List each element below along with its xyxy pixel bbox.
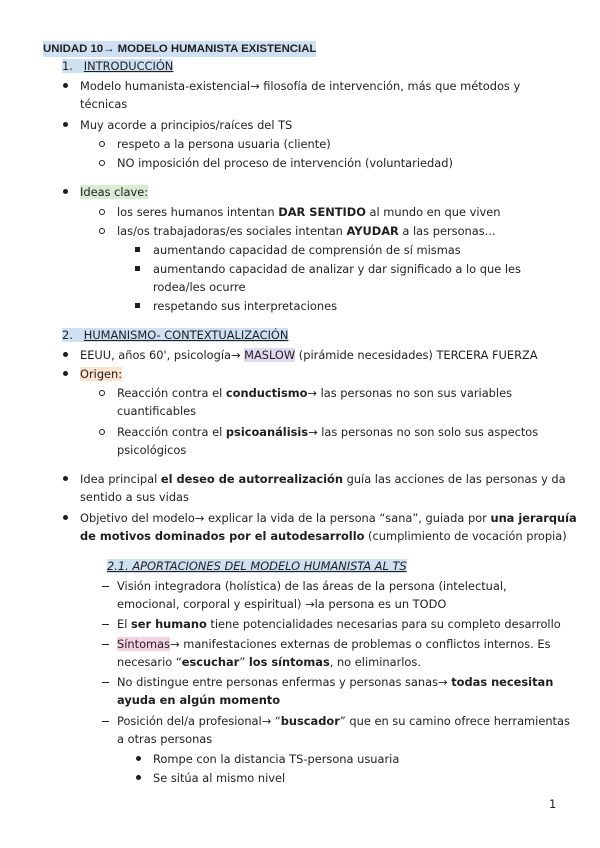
s1-bullet-2: Muy acorde a principios/raíces del TS [80, 118, 293, 132]
s1-bullet-1-cont: técnicas [80, 97, 128, 111]
circle-bullet-icon [99, 429, 105, 435]
dash-bullet-icon [102, 586, 109, 587]
aporte-3: Síntomas→ manifestaciones externas de problemas o conflictos internos. Es [117, 637, 551, 651]
aporte-3-cont: necesario “escuchar” los síntomas, no eliminarlos. [117, 655, 421, 669]
ideas-item-2: las/os trabajadoras/es sociales intentan AYUDAR a las personas... [117, 224, 496, 238]
circle-bullet-icon [99, 141, 105, 147]
circle-bullet-icon [99, 228, 105, 234]
eeuu-line: EEUU, años 60', psicología→ MASLOW (pirámide necesidades) TERCERA FUERZA [80, 348, 538, 362]
aporte-4-cont: ayuda en algún momento [117, 693, 281, 707]
bullet-icon [63, 515, 68, 520]
ideas-sub-1: aumentando capacidad de comprensión de sí mismas [153, 243, 461, 257]
aporte-5-cont: a otras personas [117, 732, 213, 746]
aporte-1-cont: emocional, corporal y espiritual) →la persona es un TODO [117, 597, 447, 611]
ideas-sub-3: respetando sus interpretaciones [153, 299, 338, 313]
section-1-title: INTRODUCCIÓN [83, 59, 174, 73]
square-bullet-icon [135, 266, 140, 271]
section-1-number: 1. [62, 59, 73, 73]
bullet-icon [63, 189, 68, 194]
document-title: UNIDAD 10→ MODELO HUMANISTA EXISTENCIAL [43, 43, 317, 55]
dash-bullet-icon [102, 624, 109, 625]
ideas-sub-2-cont: rodea/les ocurre [153, 280, 246, 294]
origen-label: Origen: [80, 367, 123, 381]
section-2-title: HUMANISMO- CONTEXTUALIZACIÓN [83, 328, 289, 342]
s1-sub-1: respeto a la persona usuaria (cliente) [117, 137, 331, 151]
origen-item-2-cont: psicológicos [117, 443, 187, 457]
s1-sub-2: NO imposición del proceso de intervención (voluntariedad) [117, 156, 453, 170]
origen-item-2: Reacción contra el psicoanálisis→ las personas no son solo sus aspectos [117, 425, 539, 439]
square-bullet-icon [135, 247, 140, 252]
s1-bullet-1: Modelo humanista-existencial→ filosofía de intervención, más que métodos y [80, 79, 521, 93]
aporte-1: Visión integradora (holística) de las áreas de la persona (intelectual, [117, 579, 507, 593]
aporte-4: No distingue entre personas enfermas y personas sanas→ todas necesitan [117, 675, 554, 689]
bullet-icon [63, 371, 68, 376]
ideas-sub-2: aumentando capacidad de analizar y dar significado a lo que les [153, 262, 521, 276]
ideas-item-1: los seres humanos intentan DAR SENTIDO al mundo en que viven [117, 205, 501, 219]
bullet-icon [136, 756, 141, 761]
bullet-icon [136, 775, 141, 780]
objetivo-line-cont: de motivos dominados por el autodesarrollo (cumplimiento de vocación propia) [80, 529, 567, 543]
circle-bullet-icon [99, 209, 105, 215]
section-2-number: 2. [62, 328, 73, 342]
origen-item-1-cont: cuantificables [117, 404, 197, 418]
circle-bullet-icon [99, 390, 105, 396]
circle-bullet-icon [99, 160, 105, 166]
bullet-icon [63, 352, 68, 357]
dash-bullet-icon [102, 644, 109, 645]
square-bullet-icon [135, 303, 140, 308]
aporte-5: Posición del/a profesional→ “buscador” que en su camino ofrece herramientas [117, 714, 570, 728]
page-number: 1 [549, 797, 557, 811]
dash-bullet-icon [102, 682, 109, 683]
origen-item-1: Reacción contra el conductismo→ las personas no son sus variables [117, 386, 513, 400]
idea-principal: Idea principal el deseo de autorrealización guía las acciones de las personas y da [80, 472, 566, 486]
bullet-icon [63, 122, 68, 127]
dash-bullet-icon [102, 721, 109, 722]
ideas-clave-label: Ideas clave: [80, 185, 149, 199]
section-1-heading [62, 58, 173, 74]
section-2-heading [62, 327, 288, 343]
bullet-icon [63, 83, 68, 88]
idea-principal-cont: sentido a sus vidas [80, 490, 189, 504]
aporte-5-sub-1: Rompe con la distancia TS-persona usuaria [153, 752, 400, 766]
bullet-icon [63, 476, 68, 481]
aporte-2: El ser humano tiene potencialidades necesarias para su completo desarrollo [117, 617, 561, 631]
subsection-2-1-heading: 2.1. APORTACIONES DEL MODELO HUMANISTA AL TS [107, 559, 407, 573]
objetivo-line: Objetivo del modelo→ explicar la vida de la persona “sana”, guiada por una jerarquía [80, 511, 577, 525]
aporte-5-sub-2: Se sitúa al mismo nivel [153, 771, 286, 785]
